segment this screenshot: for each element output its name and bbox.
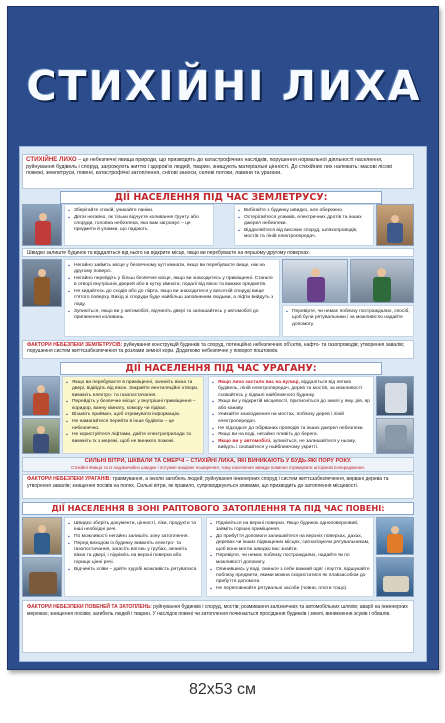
list-item: ▪ Якщо ви перебуваєте в приміщенні, зачиніть вікна та двері, відійдіть від вікон. Закрийте вентиляційні отвори, вимкніть електро- та газопостачання.: [66, 380, 200, 399]
earthquake-photo-4: [282, 259, 348, 303]
list-item: ▪ Вибігайте з будинку швидко, але обережно.: [238, 208, 370, 214]
list-item: ▪ Перед виходом із будинку вимкніть електро- та газопостачання, загасіть вогонь у грубах, зачиніть вікна та двері, і підніміть на верхні поверхи або горище цінні речі.: [68, 541, 198, 566]
intro-body: – це небезпечні явища природи, що призводять до катастрофічних наслідків, порушення нормальної діяльності населення, руйнування будівель і споруд, загрожують життю і здоров'ю людей, тварин, знищують матеріальні цінності. До стихійних лих належать: масові лісові пожежі, землетруси, повені, катастрофічні затоплення, снігові заноси, селеві потоки, лавини та урагани.: [26, 157, 393, 177]
list-item: ▪ Негайно перейдіть у більш безпечне місце, якщо ви знаходитесь у приміщенні. Станьте в отворі внутрішніх дверей або в кутку кімнати, подалі від вікон та важких предметів.: [68, 276, 276, 289]
hurricane-banner-text: Стихійні явища та їх надзвичайно швидке і потужне нищівне поширення, тому населення завжди повинно отримувати штормові попередження.: [71, 464, 365, 470]
flood-photo-2: [22, 557, 62, 597]
hurricane-photo-1: [22, 376, 60, 416]
list-item: ▪ Перевірте, чи немає поблизу постраждалих, спосіб, щоб були рятувальники і за можливістю надайте допомогу.: [286, 309, 410, 328]
flood-photo-1: [22, 517, 62, 555]
list-item: ▪ По можливості негайно залишіть зону затоплення.: [68, 534, 198, 540]
intro-text: [22, 154, 414, 189]
hurricane-photo-2: [22, 418, 60, 454]
list-item: ▪ Швидко зберіть документи, цінності, ліки, продукти та інші необхідні речі.: [68, 521, 198, 534]
earthquake-photo-3: [22, 259, 62, 307]
list-item: ▪ Якщо ви у автомобілі, зупиніться, не залишайтеся у ньому, вийдіть і сховайтеся у найближчому укритті.: [212, 439, 370, 452]
hurricane-factors-label: ФАКТОРИ НЕБЕЗПЕКИ УРАГАНІВ:: [27, 476, 112, 482]
earthquake-factors: [22, 340, 414, 359]
earthquake-photo-2: [376, 204, 414, 246]
hurricane-photo-3: [376, 376, 414, 416]
poster-size-label: 82х53 см: [188, 681, 257, 698]
list-item: ▪ Віддаляйтеся від високих споруд, шляхопроводів, мостів та ліній електропередач.: [238, 228, 370, 241]
earthquake-actions-box-3: [64, 259, 280, 337]
list-item: ▪ Негайно займіть місце у безпечному куті кімнати, якщо ви перебуваєте вище, ніж на другому поверсі.: [68, 263, 276, 276]
hurricane-photo-4: [376, 418, 414, 454]
list-item: ▪ Не користуйтеся ліфтами, дайте електроприлади та вимкніть їх з мережі, щоб не виникло пожежі.: [66, 432, 200, 445]
earthquake-strip: [22, 248, 414, 257]
flood-actions-box-2: [206, 517, 374, 597]
list-item: ▪ Відчиніть хліви – дайте худобі можливість рятуватися.: [68, 567, 198, 573]
list-item: ▪ Остерігайтеся уламків, електричних дротів та інших джерел небезпеки.: [238, 215, 370, 228]
flood-actions-box-1: [64, 517, 202, 597]
hurricane-banner: [22, 457, 414, 472]
list-item: ▪ Якщо ви у відкритій місцевості, притисніться до землі у яму, рів, яр або канаву.: [212, 399, 370, 412]
list-item: ▪ Не кидайтесь до сходів або до ліфта, якщо ви знаходитеся у висотній споруді вище п'ятого поверху. Вихід зі споруди буде найбільш заповненим людьми, а ліфти вийдуть з ладу.: [68, 289, 276, 308]
list-item: ▪ Перейдіть у безпечне місце: у внутрішні приміщення – коридор, ванну кімнату, комору чи підвал.: [66, 399, 200, 412]
list-item: ▪ Зберігайте спокій, уникайте паніки.: [68, 208, 210, 214]
list-item: ▪ Перевірте, чи немає поблизу постраждалих, надайте їм по можливості допомогу.: [210, 553, 370, 566]
strip-text: Швидко залиште будинок та віддаліться від нього на відкрите місце, якщо ви перебуваєте на першому-другому поверхах.: [27, 250, 311, 256]
earthquake-factors-label: ФАКТОРИ НЕБЕЗПЕКИ ЗЕМЛЕТРУСІВ:: [27, 342, 123, 348]
poster-title: СТИХІЙНІ ЛИХА: [26, 62, 422, 110]
hurricane-header: ДІЇ НАСЕЛЕННЯ ПІД ЧАС УРАГАНУ:: [60, 362, 382, 375]
hurricane-banner-title: СИЛЬНІ ВІТРИ, ШКВАЛИ ТА СМЕРЧІ – СТИХІЙНІ ЛИХА, ЯКІ ВИНИКАЮТЬ У БУДЬ-ЯКІ ПОРУ РОКУ.: [84, 458, 352, 464]
list-item: ▪ До прибуття допомоги залишайтеся на верхніх поверхах, дахах, деревах чи інших підвищених місцях, сигналізуючи рятувальникам, щоб вони могли швидко вас знайти.: [210, 534, 370, 553]
earthquake-actions-box-1: [64, 204, 214, 246]
earthquake-header: ДІЇ НАСЕЛЕННЯ ПІД ЧАС ЗЕМЛЕТРУСУ:: [60, 191, 382, 204]
list-item: ▪ Не підходьте до обірваних проводів та інших джерел небезпеки.: [212, 426, 370, 432]
flood-header: ДІЇ НАСЕЛЕННЯ В ЗОНІ РАПТОВОГО ЗАТОПЛЕННЯ ТА ПІД ЧАС ПОВЕНІ:: [22, 502, 414, 515]
list-item: ▪ Зупиніться, якщо ви у автомобілі, відчиніть двері та залишайтесь у автомобілі до припинення коливань.: [68, 309, 276, 322]
flood-photo-4: [376, 557, 414, 597]
list-item: ▪ Діяти негайно, як тільки відчуєте коливання ґрунту або споруди, головна небезпека, яка вам загрожує – це предмети й уламки, що падають.: [68, 215, 210, 234]
flood-photo-3: [376, 517, 414, 555]
flood-factors: [22, 600, 414, 653]
earthquake-actions-box-2: [234, 204, 374, 246]
list-item: ▪ Візьміть приймач, щоб отримувати інформацію.: [66, 412, 200, 418]
earthquake-actions-box-4: [282, 305, 414, 337]
flood-factors-label: ФАКТОРИ НЕБЕЗПЕКИ ПОВЕНЕЙ ТА ЗАТОПЛЕНЬ:: [27, 604, 152, 610]
earthquake-photo-1: [22, 204, 62, 246]
hurricane-factors-text: травмування, а інколи загибель людей; руйнування інженерних споруд і систем життєзабезпечення, вирвані дерева та утворення завалів; знищення посівів на полях. Сильні вітри, як правило, супроводжуються зливами, що призводить до затоплення місцевості.: [27, 476, 389, 489]
list-item: ▪ Не намагайтеся перейти в інше будівлю – це небезпечно.: [66, 419, 200, 432]
hurricane-factors: [22, 474, 414, 499]
intro-keyword: СТИХІЙНЕ ЛИХО: [26, 156, 77, 163]
earthquake-factors-text: руйнування конструкцій будинків та споруд, потенційно небезпечних об'єктів, нафто- та газопроводів; утворення завалів; порушення систем життєзабезпечення та розлами земної кори. Додатково небезпечне у поворот поштовхів.: [27, 342, 405, 355]
hurricane-actions-box-1: [62, 376, 204, 454]
list-item: ▪ Підніміться на верхні поверхи. Якщо будинок одноповерховий, займіть горішні приміщення.: [210, 521, 370, 534]
list-item: ▪ Опинившись у воді, скиньте з себе важкий одяг і взуття, відшукайте поблизу предмети, якими можна скористатися як плавзасобом до прибуття допомоги.: [210, 567, 370, 586]
list-item: ▪ Якщо ви на воді, негайно пливіть до берега.: [212, 432, 370, 438]
list-item: ▪ Не переповнюйте рятувальні засоби (човни, плоти тощо).: [210, 586, 370, 592]
list-item: ▪ Якщо лихо застало вас на вулиці, віддаліться від легких будівель, ліній електропередач, дерев та мостів, за можливості сховайтесь у підвалі найближчого будинку.: [212, 380, 370, 399]
earthquake-photo-5: [350, 259, 414, 303]
list-item: ▪ Уникайте знаходження на мостах, поблизу дерев і ліній електропередач.: [212, 412, 370, 425]
flood-factors-text: руйнування будинків і споруд, мостів; розмивання залізничних та автомобільних шляхів; аварії на інженерних мережах; знищення посівів; загибель людей і тварин. У наслідок повені чи затоплення починається просідання будинків і землі, виникнення зсувів і обвалів.: [27, 604, 408, 618]
hurricane-actions-box-2: [208, 376, 374, 454]
